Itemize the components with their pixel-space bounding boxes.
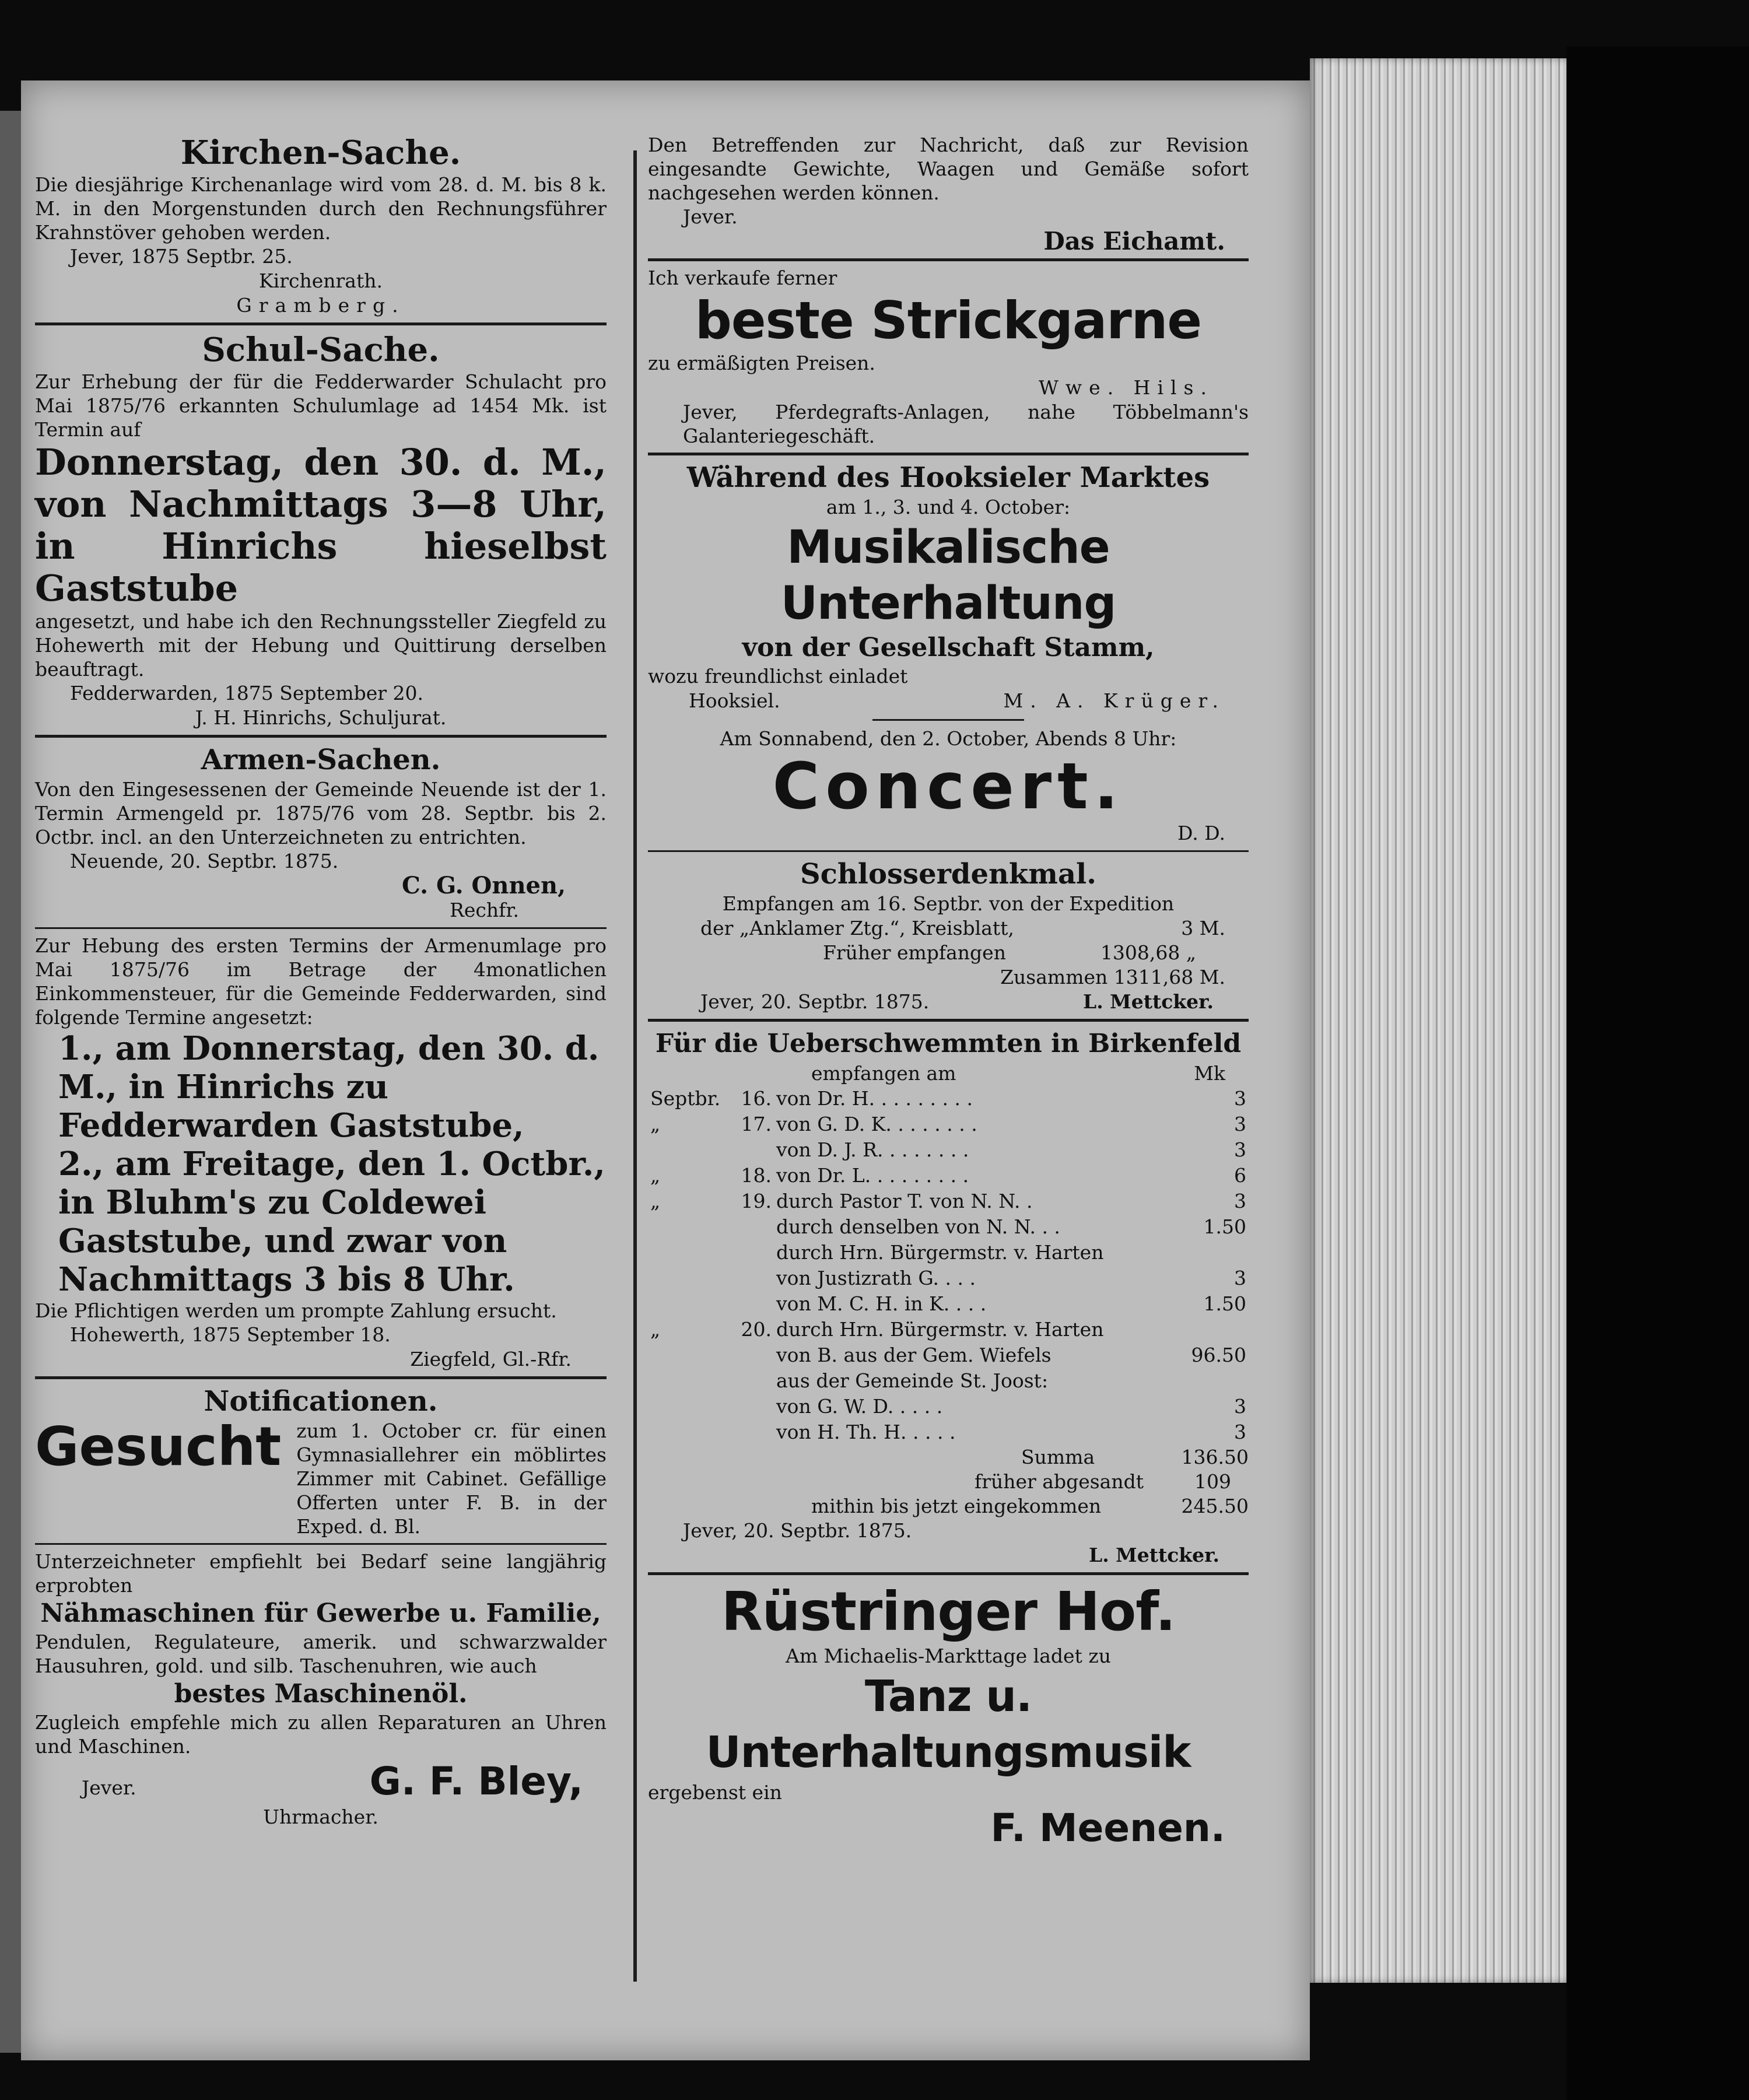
birk-frueher-row	[648, 1470, 1249, 1494]
hook-invite: wozu freundlichst einladet	[648, 665, 908, 688]
birk-cell-d: 19.	[741, 1190, 772, 1212]
armen2-body-2: Die Pflichtigen werden um prompte Zahlung ersucht.	[35, 1299, 557, 1322]
birk-frueher-label: früher abgesandt	[975, 1470, 1144, 1493]
armen-role: Rechfr.	[450, 899, 519, 921]
birk-cell-t: durch denselben von N. N. . .	[776, 1215, 1060, 1238]
birk-cell-a: 3	[1234, 1421, 1246, 1443]
strick-addr: Jever, Pferdegrafts-Anlagen, nahe Többelmann's Galanteriegeschäft.	[683, 401, 1249, 447]
bley-sign-row	[35, 1758, 607, 1805]
bley-place: Jever.	[82, 1776, 136, 1799]
bley-role: Uhrmacher.	[263, 1805, 378, 1828]
ruest-display-2: Tanz u. Unterhaltungsmusik	[706, 1671, 1191, 1778]
hook-dates: am 1., 3. und 4. October:	[826, 496, 1071, 518]
page-block-edges	[1310, 58, 1577, 1983]
kirchen-org: Kirchenrath.	[259, 269, 383, 292]
birk-cell-t: von Justizrath G. . . .	[776, 1267, 976, 1289]
ruest-ad	[648, 1580, 1249, 1852]
birk-cell-t: durch Hrn. Bürgermstr. v. Harten	[776, 1241, 1104, 1264]
table-row	[648, 1137, 1249, 1163]
birk-summa-row	[648, 1445, 1249, 1470]
bley-body-3: Zugleich empfehle mich zu allen Reparaturen an Uhren und Maschinen.	[35, 1711, 607, 1758]
birk-cell-m: „	[650, 1164, 661, 1187]
birk-cell-a	[1168, 1368, 1249, 1394]
schul-sign: J. H. Hinrichs, Schuljurat.	[195, 706, 447, 729]
hook-sign-row	[648, 689, 1249, 713]
birk-cell-a: 3	[1234, 1113, 1246, 1135]
table-row	[648, 1189, 1249, 1214]
schul-body-2: angesetzt, und habe ich den Rechnungssteller Ziegfeld zu Hohewerth mit der Hebung und Quittirung derselben beauftragt.	[35, 610, 607, 681]
table-row	[648, 1112, 1249, 1137]
left-page-edge	[0, 111, 23, 2053]
birkenfeld-list	[648, 1026, 1249, 1568]
birk-date: Jever, 20. Septbr. 1875.	[683, 1519, 912, 1542]
birk-cell-d: 20.	[741, 1318, 772, 1341]
birk-cell-t: von M. C. H. in K. . . .	[776, 1292, 987, 1315]
ruest-line: Am Michaelis-Markttage ladet zu	[786, 1645, 1111, 1667]
table-row	[648, 1291, 1249, 1317]
schloss-total: Zusammen 1311,68 M.	[1000, 966, 1225, 988]
newspaper-page	[21, 80, 1310, 2060]
divider	[648, 850, 1249, 852]
birk-cell-a: 3	[1234, 1138, 1246, 1161]
birk-cell-t: von H. Th. H. . . . .	[776, 1421, 956, 1443]
birk-cell-t: von G. W. D. . . . .	[776, 1395, 943, 1418]
birk-sign: L. Mettcker.	[1089, 1544, 1219, 1566]
kirchen-sign: Gramberg.	[236, 294, 405, 317]
bley-body-1: Unterzeichneter empfiehlt bei Bedarf seine langjährig erprobten	[35, 1550, 607, 1597]
armen-date: Neuende, 20. Septbr. 1875.	[70, 850, 339, 872]
kirchen-body: Die diesjährige Kirchenanlage wird vom 28. d. M. bis 8 k. M. in den Morgenstunden durch den Rechnungsführer Krahnstöver gehoben werden.	[35, 173, 607, 244]
bley-ad	[35, 1549, 607, 1829]
divider	[35, 1376, 607, 1379]
armen2-body: Zur Hebung des ersten Termins der Armenumlage pro Mai 1875/76 im Betrage der 4monatlichen Einkommensteuer, für die Gemeinde Fedderwarden, sind folgende Termine angesetzt:	[35, 934, 607, 1029]
birk-cell-m: „	[650, 1190, 661, 1212]
table-row	[648, 1163, 1249, 1189]
armen-body: Von den Eingesessenen der Gemeinde Neuende ist der 1. Termin Armengeld pr. 1875/76 vom 28. Septbr. bis 2. Octbr. incl. an den Unterzeichneten zu entrichten.	[35, 778, 607, 849]
schloss-line-1: Empfangen am 16. Septbr. von der Expedition	[722, 892, 1175, 915]
concert-ad	[648, 727, 1249, 846]
table-row	[648, 1317, 1249, 1342]
birk-cell-m	[648, 1368, 734, 1394]
birk-unit: Mk	[1194, 1062, 1225, 1085]
schloss-row-2	[648, 916, 1249, 941]
birk-cell-a: 96.50	[1191, 1344, 1246, 1366]
hook-sub: von der Gesellschaft Stamm,	[742, 633, 1155, 662]
schul-title: Schul-Sache.	[202, 331, 440, 369]
birk-cell-m	[648, 1214, 734, 1240]
schloss-title: Schlosserdenkmal.	[800, 858, 1096, 891]
birk-cell-t: von B. aus der Gem. Wiefels	[776, 1344, 1051, 1366]
schloss-amt-3: 1308,68 „	[1100, 941, 1196, 964]
gesucht-ad	[35, 1415, 607, 1538]
birk-cell-d	[734, 1240, 774, 1265]
bley-sign: G. F. Bley,	[369, 1759, 583, 1804]
table-row	[648, 1265, 1249, 1291]
table-row	[648, 1214, 1249, 1240]
birk-cell-d	[734, 1291, 774, 1317]
birk-cell-m	[648, 1137, 734, 1163]
strick-sign: Wwe. Hils.	[1039, 376, 1214, 399]
birk-cell-d: 17.	[741, 1113, 772, 1135]
birk-cell-m	[648, 1240, 734, 1265]
schloss-sign-row	[648, 990, 1249, 1014]
table-row	[648, 1394, 1249, 1419]
armen2-term-1: 1., am Donnerstag, den 30. d. M., in Hinrichs zu Fedderwarden Gaststube,	[58, 1029, 600, 1145]
eich-body: Den Betreffenden zur Nachricht, daß zur Revision eingesandte Gewichte, Waagen und Gemäße sofort nachgesehen werden können.	[648, 134, 1249, 204]
table-row	[648, 1086, 1249, 1112]
table-row	[648, 1342, 1249, 1368]
birk-summa-label: Summa	[1021, 1446, 1095, 1468]
schloss-amt-2: 3 M.	[1181, 917, 1225, 939]
schloss-sign: L. Mettcker.	[1083, 990, 1214, 1013]
armen2-term-2: 2., am Freitage, den 1. Octbr., in Bluhm's zu Coldewei Gaststube, und zwar von Nachmittags 3 bis 8 Uhr.	[58, 1145, 605, 1299]
hook-display: Musikalische Unterhaltung	[780, 521, 1116, 630]
bley-bold-1: Nähmaschinen für Gewerbe u. Familie,	[40, 1598, 601, 1628]
schul-notice	[35, 330, 607, 730]
kirchen-notice	[35, 133, 607, 318]
birk-cell-a: 3	[1234, 1087, 1246, 1110]
birk-cell-a: 3	[1234, 1267, 1246, 1289]
divider	[648, 1572, 1249, 1575]
schul-date-big: Donnerstag, den 30. d. M., von Nachmittags 3—8 Uhr, in Hinrichs hieselbst Gaststube	[35, 441, 607, 609]
birk-total-label: mithin bis jetzt eingekommen	[811, 1495, 1102, 1517]
strick-display: beste Strickgarne	[695, 290, 1202, 350]
birk-cell-d	[734, 1419, 774, 1445]
bley-bold-2: bestes Maschinenöl.	[174, 1679, 468, 1709]
ruest-sign: F. Meenen.	[990, 1805, 1225, 1850]
divider	[648, 1019, 1249, 1022]
armen2-date: Hohewerth, 1875 September 18.	[70, 1323, 391, 1346]
birk-cell-m: „	[650, 1318, 661, 1341]
notif-title: Notificationen.	[204, 1385, 438, 1418]
concert-sign: D. D.	[1177, 822, 1225, 844]
concert-line: Am Sonnabend, den 2. October, Abends 8 Uhr:	[720, 727, 1177, 750]
divider	[35, 1543, 607, 1545]
hook-title: Während des Hooksieler Marktes	[686, 461, 1210, 494]
birk-summa: 136.50	[1181, 1446, 1249, 1468]
birk-cell-a	[1168, 1317, 1249, 1342]
birk-cell-a: 1.50	[1203, 1215, 1246, 1238]
birk-table	[648, 1086, 1249, 1445]
schloss-notice	[648, 857, 1249, 1014]
schloss-date: Jever, 20. Septbr. 1875.	[700, 990, 930, 1013]
left-column	[35, 133, 607, 1829]
birk-cell-d	[734, 1265, 774, 1291]
eich-sign: Das Eichamt.	[1043, 227, 1225, 255]
table-row	[648, 1240, 1249, 1265]
birk-cell-m	[648, 1342, 734, 1368]
schloss-line-2: der „Anklamer Ztg.“, Kreisblatt,	[700, 917, 1014, 939]
schul-body: Zur Erhebung der für die Fedderwarder Schulacht pro Mai 1875/76 erkannten Schulumlage ad 1454 Mk. ist Termin auf	[35, 370, 607, 441]
birk-cell-m	[648, 1394, 734, 1419]
birk-cell-a: 6	[1234, 1164, 1246, 1187]
armen-umlage-notice	[35, 934, 607, 1372]
birk-head: empfangen am	[811, 1062, 956, 1085]
birk-total-row	[648, 1494, 1249, 1519]
strick-ad	[648, 266, 1249, 448]
birk-cell-a: 3	[1234, 1395, 1246, 1418]
schloss-line-3: Früher empfangen	[823, 941, 1006, 964]
birk-cell-t: von D. J. R. . . . . . . .	[776, 1138, 969, 1161]
divider-short	[872, 719, 1024, 721]
divider	[648, 258, 1249, 261]
birk-cell-a: 1.50	[1203, 1292, 1246, 1315]
birk-cell-t: von G. D. K. . . . . . . .	[776, 1113, 977, 1135]
gesucht-word: Gesucht	[35, 1415, 282, 1478]
schul-date: Fedderwarden, 1875 September 20.	[70, 682, 423, 704]
birk-cell-t: durch Hrn. Bürgermstr. v. Harten	[776, 1318, 1104, 1341]
armen-sign: C. G. Onnen,	[401, 872, 566, 899]
birk-cell-m	[648, 1419, 734, 1445]
hook-sign: M. A. Krüger.	[1003, 689, 1225, 712]
kirchen-title: Kirchen-Sache.	[180, 134, 461, 172]
eich-notice	[648, 133, 1249, 254]
ruest-display: Rüstringer Hof.	[721, 1580, 1176, 1643]
right-column	[648, 133, 1249, 1852]
birk-cell-a	[1168, 1240, 1249, 1265]
kirchen-date: Jever, 1875 Septbr. 25.	[70, 245, 293, 268]
eich-place: Jever.	[683, 205, 738, 228]
armen2-sign: Ziegfeld, Gl.-Rfr.	[410, 1348, 572, 1370]
column-rule	[633, 150, 637, 1982]
birk-cell-d	[734, 1137, 774, 1163]
birk-cell-m	[648, 1265, 734, 1291]
birk-cell-a: 3	[1234, 1190, 1246, 1212]
birk-frueher: 109	[1194, 1470, 1231, 1493]
birk-cell-m: „	[650, 1113, 661, 1135]
strick-sub: zu ermäßigten Preisen.	[648, 352, 875, 374]
hook-ad	[648, 460, 1249, 713]
gesucht-text: zum 1. October cr. für einen Gymnasiallehrer ein möblirtes Zimmer mit Cabinet. Gefällige Offerten unter F. B. in der Exped. d. Bl.	[296, 1419, 607, 1538]
birk-cell-d	[734, 1214, 774, 1240]
table-row	[648, 1419, 1249, 1445]
birk-cell-d: 18.	[741, 1164, 772, 1187]
concert-display: Concert.	[772, 749, 1124, 823]
birk-cell-t: von Dr. H. . . . . . . . .	[776, 1087, 973, 1110]
schloss-row-3	[648, 941, 1249, 965]
ruest-invite: ergebenst ein	[648, 1781, 782, 1804]
birk-cell-d: 16.	[741, 1087, 772, 1110]
background-right	[1566, 47, 1749, 2100]
birk-cell-t: von Dr. L. . . . . . . . .	[776, 1164, 969, 1187]
hook-place: Hooksiel.	[689, 689, 780, 712]
divider	[35, 927, 607, 929]
birk-cell-m: Septbr.	[650, 1087, 721, 1110]
birk-head-row	[648, 1061, 1249, 1086]
bley-body-2: Pendulen, Regulateure, amerik. und schwarzwalder Hausuhren, gold. und silb. Taschenuhren, wie auch	[35, 1631, 607, 1677]
divider	[35, 322, 607, 325]
birk-cell-d	[734, 1342, 774, 1368]
divider	[648, 453, 1249, 455]
armen-notice	[35, 742, 607, 923]
birk-cell-t: durch Pastor T. von N. N. .	[776, 1190, 1033, 1212]
armen-title: Armen-Sachen.	[201, 744, 441, 776]
birk-total: 245.50	[1181, 1495, 1249, 1517]
birk-cell-t: aus der Gemeinde St. Joost:	[776, 1369, 1049, 1392]
table-row	[648, 1368, 1249, 1394]
birk-cell-m	[648, 1291, 734, 1317]
birk-title: Für die Ueberschwemmten in Birkenfeld	[655, 1029, 1242, 1058]
birk-cell-d	[734, 1394, 774, 1419]
birk-cell-d	[734, 1368, 774, 1394]
divider	[35, 735, 607, 738]
strick-intro: Ich verkaufe ferner	[648, 267, 837, 289]
notif-section	[35, 1384, 607, 1538]
